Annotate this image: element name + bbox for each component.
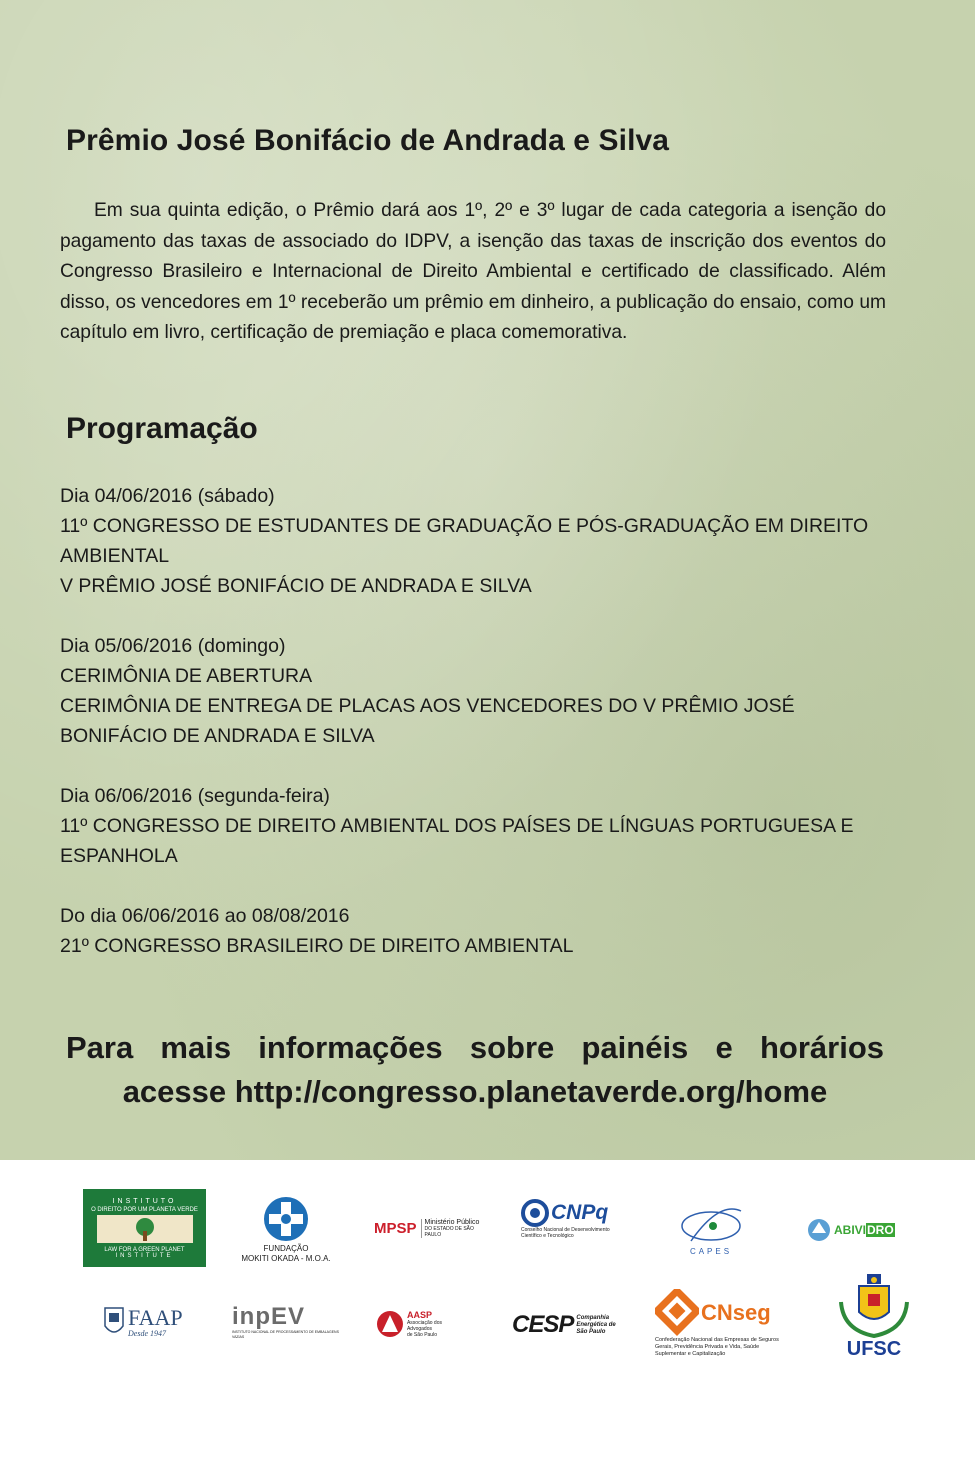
aasp-emblem-icon: [376, 1310, 404, 1338]
logo-inpev: [232, 1302, 344, 1342]
cnseg-name: CNseg: [701, 1299, 771, 1325]
logo-aasp: [376, 1308, 468, 1340]
event-line: CERIMÔNIA DE ENTREGA DE PLACAS AOS VENCEDORES DO V PRÊMIO JOSÉ BONIFÁCIO DE ANDRADA E SILVA: [60, 695, 795, 747]
event-line: CERIMÔNIA DE ABERTURA: [60, 665, 313, 687]
mpsp-name: MPSP: [374, 1219, 417, 1237]
ipv-en-text: LAW FOR A GREEN PLANET: [104, 1246, 185, 1253]
event-line: 11º CONGRESSO DE ESTUDANTES DE GRADUAÇÃO E PÓS-GRADUAÇÃO EM DIREITO AMBIENTAL: [60, 515, 869, 567]
event-date: Do dia 06/06/2016 ao 08/08/2016: [60, 905, 350, 927]
cesp-sub1: Companhia: [576, 1314, 610, 1321]
mpsp-sub1: Ministério Público: [424, 1218, 480, 1226]
event-date: Dia 06/06/2016 (segunda-feira): [60, 785, 330, 807]
ufsc-crest-icon: [837, 1272, 911, 1338]
logo-mpsp: [374, 1214, 490, 1242]
aasp-sub1: Associação dos Advogados: [406, 1320, 442, 1332]
event-line: 21º CONGRESSO BRASILEIRO DE DIREITO AMBIENTAL: [60, 935, 574, 957]
abividro-a: ABIVI: [834, 1223, 867, 1237]
logo-capes: [676, 1196, 746, 1260]
capes-name: CAPES: [689, 1246, 733, 1256]
event-date: Dia 04/06/2016 (sábado): [60, 485, 275, 507]
cesp-sub3: São Paulo: [576, 1328, 606, 1335]
aasp-sub2: de São Paulo: [406, 1332, 437, 1338]
moa-emblem-icon: [261, 1196, 311, 1242]
logo-abividro: [806, 1215, 918, 1245]
event-4: [60, 901, 890, 961]
mpsp-sub2: DO ESTADO DE SÃO PAULO: [424, 1225, 474, 1238]
more-info-text: Para mais informações sobre painéis e horários acesse http://congresso.planetaverde.org/home: [66, 1030, 884, 1109]
tree-icon: [95, 1213, 195, 1245]
faap-sub: Desde 1947: [128, 1328, 166, 1338]
logo-cesp: [512, 1310, 636, 1340]
inpev-sub: INSTITUTO NACIONAL DE PROCESSAMENTO DE EMBALAGENS VAZIAS: [232, 1330, 339, 1339]
logo-cnpq: [521, 1196, 627, 1242]
event-line: V PRÊMIO JOSÉ BONIFÁCIO DE ANDRADA E SILVA: [60, 575, 532, 597]
logo-cnseg: [655, 1286, 783, 1360]
ufsc-name: UFSC: [846, 1338, 902, 1360]
capes-orbit-icon: [679, 1201, 743, 1247]
cesp-name: CESP: [512, 1311, 574, 1338]
cnpq-name: CNPq: [551, 1201, 609, 1224]
event-2: [60, 631, 890, 751]
inpev-name: inpEV: [232, 1303, 306, 1330]
faap-crest-icon: [103, 1304, 125, 1340]
event-1: [60, 481, 890, 601]
cesp-sub2: Energética de: [576, 1321, 616, 1328]
cnseg-sub: Confederação Nacional das Empresas de Seguros Gerais, Previdência Privada e Vida, Saúde Suplementar e Capitalização: [655, 1336, 779, 1357]
logo-fundacao-moa: [238, 1195, 334, 1265]
ipv-top-text: INSTITUTO: [112, 1197, 177, 1205]
cnpq-swirl-icon: [521, 1199, 549, 1227]
event-3: [60, 781, 890, 871]
abividro-b: DRO: [867, 1223, 894, 1237]
ipv-bottom-text: INSTITUTE: [115, 1252, 174, 1259]
ipv-name-text: O DIREITO POR UM PLANETA VERDE: [91, 1206, 198, 1213]
logo-instituto-planeta-verde: [83, 1189, 206, 1267]
cnseg-knot-icon: [655, 1289, 699, 1337]
faap-name: FAAP: [128, 1304, 183, 1330]
moa-line2: MOKITI OKADA - M.O.A.: [241, 1254, 331, 1263]
cnpq-sub: Conselho Nacional de Desenvolvimento Científico e Tecnológico: [521, 1227, 610, 1239]
event-date: Dia 05/06/2016 (domingo): [60, 635, 286, 657]
intro-paragraph: Em sua quinta edição, o Prêmio dará aos 1º, 2º e 3º lugar de cada categoria a isenção do pagamento das taxas de associado do IDPV, a isenção das taxas de inscrição dos eventos do Congresso Brasileiro e Internacional de Direito Ambiental e certificado de classificado. Além disso, os vencedores em 1º receberão um prêmio em dinheiro, a publicação do ensaio, como um capítulo em livro, certificação de premiação e placa comemorativa.: [60, 200, 886, 344]
event-line: 11º CONGRESSO DE DIREITO AMBIENTAL DOS PAÍSES DE LÍNGUAS PORTUGUESA E ESPANHOLA: [60, 815, 854, 867]
programacao-heading: Programação: [66, 412, 258, 445]
moa-line1: FUNDAÇÃO: [263, 1244, 309, 1253]
logo-faap: [103, 1300, 189, 1344]
abividro-globe-icon: [806, 1217, 832, 1243]
logo-ufsc: [834, 1270, 914, 1362]
aasp-name: AASP: [406, 1310, 432, 1320]
page-title: Prêmio José Bonifácio de Andrada e Silva: [66, 124, 670, 157]
